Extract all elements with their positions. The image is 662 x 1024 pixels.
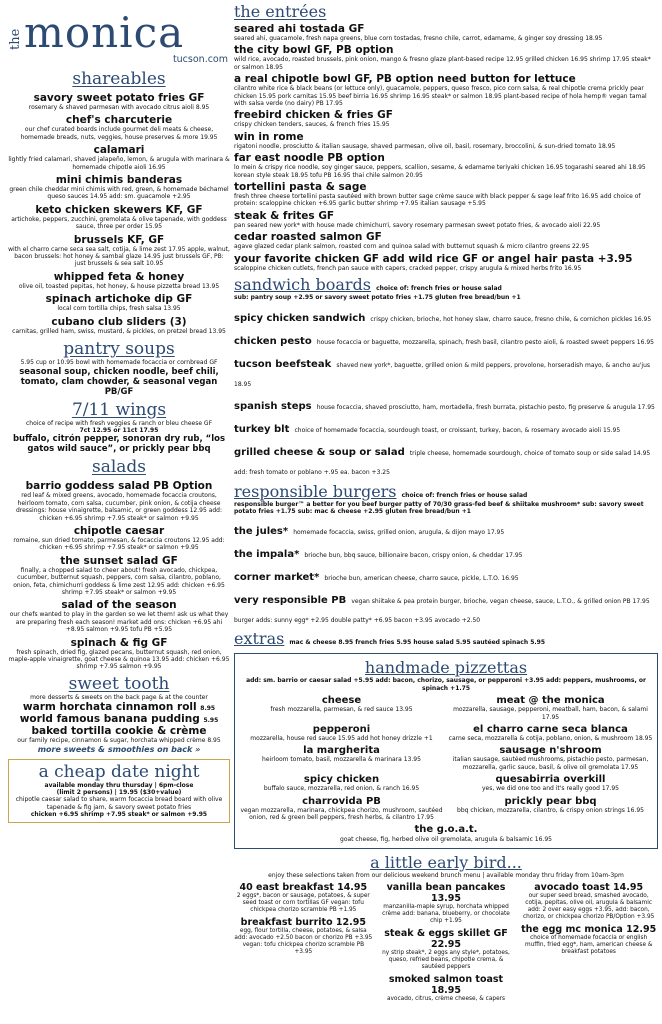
list-item: prickly pear bbq bbq chicken, mozzarella, cilantro, & crispy onion strings 16.95 bbox=[457, 795, 644, 814]
list-item: spinach artichoke dip GF local corn tortilla chips, fresh salsa 13.95 bbox=[45, 293, 193, 313]
logo-url: tucson.com bbox=[172, 54, 228, 65]
salads-title: salads bbox=[91, 457, 147, 478]
wings-items: buffalo, citrón pepper, sonoran dry rub, “los gatos wild sauce”, or prickly pear bbq bbox=[12, 434, 226, 455]
list-item: keto chicken skewers KF, GF artichoke, peppers, zucchini, gremolata & olive tapenade, with goddess sauce, three per order 15.95 bbox=[11, 203, 227, 231]
list-item: quesabirria overkill yes, we did one too and it's really good 17.95 bbox=[482, 774, 619, 793]
list-item: far east noodle PB option lo mein & crispy rice noodle, soy ginger sauce, peppers, scallion, sesame, & edamame teriyaki chicken 16.95 togarashi seared ahi 18.95 korean style steak 18.95 tofu PB 16.95 thai chile salmon 20.95 bbox=[234, 152, 646, 179]
list-item: world famous banana pudding 5.95 bbox=[19, 713, 219, 726]
entrees-list bbox=[234, 23, 658, 272]
brunch-desc: enjoy these selections taken from our delicious weekend brunch menu | available monday thru friday from 10am-3pm bbox=[268, 871, 624, 879]
list-item: cheese fresh mozzarella, parmesan, & red sauce 13.95 bbox=[270, 695, 413, 714]
list-item: mini chimis banderas green chile cheddar mini chimis with red, green, & homemade béchamel queso sauces 14.95 add: sm. guacamole +2.95 bbox=[9, 174, 229, 201]
right-column bbox=[234, 2, 658, 1022]
pantry-items: seasonal soup, chicken noodle, beef chili, tomato, clam chowder, & seasonal vegan PB/GF bbox=[19, 366, 219, 397]
pantry-title: pantry soups bbox=[63, 339, 175, 360]
list-item: a real chipotle bowl GF, PB option need button for lettuce cilantro white rice & black beans (or lettuce only), guacamole, peppers, queso fresco, pico corn salsa, & real chipotle crema prickly pear chicken 15.95 pork carnitas 15.95 beef birria 16.95 shrimp 16.95 steak* or salmon 18.95 plant-based recipe of hola hemp® vegan tamal with salsa verde (no dairy) PB 17.95 bbox=[234, 73, 647, 108]
list-item: el charro carne seca blanca carne seca, mozzarella & cotija, poblano, onion, & mushroom 18.95 bbox=[448, 723, 653, 742]
list-item: 40 east breakfast 14.95 2 eggs*, bacon or sausage, potatoes, & super seed toast or corn tortillas GF vegan: tofu chickpea chorizo scramble PB +1.95 bbox=[236, 882, 370, 914]
list-item: charrovida PB vegan mozzarella, marinara, chickpea chorizo, mushroom, sautéed onion, red & green bell peppers, fresh herbs, & cilantro 17.95 bbox=[240, 795, 443, 821]
left-column bbox=[8, 4, 230, 1022]
list-item: spicy chicken sandwich crispy chicken, brioche, hot honey slaw, charro sauce, fresno chile, & cornichon pickles 16.95 bbox=[234, 312, 652, 324]
cheap-line2: (limit 2 persons) | 19.95 ($30+value) bbox=[56, 789, 182, 797]
more-sweets-link[interactable]: more sweets & smoothies on back » bbox=[37, 744, 201, 754]
sandwich-sub: sub: pantry soup +2.95 or savory sweet potato fries +1.75 gluten free bread/bun +1 bbox=[234, 294, 521, 302]
pizzettas-adds: add: sm. barrio or caesar salad +5.95 add: bacon, chorizo, sausage, or pepperoni +3.95 add: peppers, mushrooms, or spinach +1.75 bbox=[246, 677, 646, 692]
sweet-desc: more desserts & sweets on the back page & at the counter bbox=[30, 693, 208, 701]
sweet-title: sweet tooth bbox=[68, 673, 170, 694]
list-item: win in rome rigatoni noodle, prosciutto & italian sausage, shaved parmesan, olive oil, basil, rosemary, broccolini, & sun-dried tomato 18.95 bbox=[234, 130, 616, 150]
list-item: spinach & fig GF fresh spinach, dried fig, glazed pecans, butternut squash, red onion, maple-apple vinaigrette, goat cheese & quinoa 13.95 add: chicken +6.95 shrimp +7.95 salmon +9.95 bbox=[8, 636, 230, 671]
shareables-title: shareables bbox=[72, 69, 166, 89]
list-item: smoked salmon toast 18.95 avocado, citrus, crème cheese, & capers bbox=[386, 974, 506, 1003]
list-item: la margherita heirloom tomato, basil, mozzarella & marinara 13.95 bbox=[262, 745, 421, 764]
wings-title: 7/11 wings bbox=[71, 399, 167, 420]
sweet-cookie-desc: our family recipe, cinnamon & sugar, horchata whipped crème 8.95 bbox=[17, 737, 221, 745]
burgers-list bbox=[234, 519, 658, 626]
list-item: the g.o.a.t. goat cheese, fig, herbed olive oil gremolata, arugula & balsamic 16.95 bbox=[340, 824, 552, 844]
list-item: steak & frites GF pan seared new york* with house made chimichurri, savory rosemary parmesan sweet potato fries, & avocado aioli 22.95 bbox=[234, 209, 601, 229]
sandwich-list bbox=[234, 306, 658, 478]
burgers-choice: choice of: french fries or house salad bbox=[401, 491, 528, 499]
sandwich-title: sandwich boards bbox=[234, 275, 371, 295]
salads-list bbox=[8, 480, 230, 671]
wings-price: 7ct 12.95 or 11ct 17.95 bbox=[79, 426, 159, 434]
list-item: seared ahi tostada GF seared ahi, guacamole, fresh napa greens, blue corn tostadas, fresno chile, carrot, edamame, & ginger soy dressing 18.95 bbox=[234, 23, 603, 42]
cheap-line1: available monday thru thursday | 6pm-close bbox=[44, 781, 194, 789]
list-item: warm horchata cinnamon roll 8.95 bbox=[22, 701, 216, 714]
list-item: steak & eggs skillet GF 22.95 ny strip steak*, 2 eggs any style*, potatoes, queso, refried beans, chipotle crema, & sautéed peppers bbox=[382, 928, 510, 971]
brunch-col-1 bbox=[234, 879, 373, 1003]
sandwich-header bbox=[234, 275, 658, 294]
list-item: the city bowl GF, PB option wild rice, avocado, roasted brussels, pink onion, mango & fresno glaze plant-based recipe 12.95 grilled chicken 16.95 shrimp 17.95 steak* or salmon 18.95 bbox=[234, 44, 651, 71]
extras-row bbox=[234, 629, 658, 648]
sandwich-choice: choice of: french fries or house salad bbox=[376, 285, 502, 293]
list-item: spanish steps house focaccia, shaved prosciutto, ham, mortadella, fresh burrata, pistachio pesto, fig preserve & arugula 17.95 bbox=[234, 400, 655, 412]
cheap-desc: chipotle caesar salad to share, warm focaccia bread board with olive tapenade & fig jam, & savory sweet potato fries bbox=[15, 796, 223, 811]
cheap-adds: chicken +6.95 shrimp +7.95 steak* or salmon +9.95 bbox=[30, 811, 208, 819]
cheap-date-box bbox=[8, 759, 230, 823]
list-item: meat @ the monica mozzarella, sausage, pepperoni, meatball, ham, bacon, & salami 17.95 bbox=[453, 695, 648, 721]
list-item: very responsible PB vegan shiitake & pea protein burger, brioche, vegan cheese, sauce, L.T.O., & grilled onion PB 17.95 burger adds: sunny egg* +2.95 double patty* +6.95 bacon +3.95 avocado +2.50 bbox=[234, 595, 650, 625]
shareables-list bbox=[8, 92, 230, 335]
list-item: cubano club sliders (3) carnitas, grilled ham, swiss, mustard, & pickles, on pretzel bread 13.95 bbox=[12, 315, 226, 335]
list-item: the jules* homemade focaccia, swiss, grilled onion, arugula, & dijon mayo 17.95 bbox=[234, 526, 505, 538]
list-item: your favorite chicken GF add wild rice GF or angel hair pasta +3.95 scaloppine chicken cutlets, french pan sauce with capers, cracked pepper, crispy arugula & mixed herbs frito 16.95 bbox=[234, 252, 633, 272]
cheap-title: a cheap date night bbox=[38, 761, 200, 782]
wings-desc: choice of recipe with fresh veggies & ranch or bleu cheese GF bbox=[25, 419, 213, 427]
list-item: the egg mc monica 12.95 choice of homemade focaccia or english muffin, fried egg*, ham, american cheese & breakfast potatoes bbox=[521, 924, 657, 956]
entrees-title: the entrées bbox=[234, 2, 327, 21]
list-item: cedar roasted salmon GF agave glazed cedar plank salmon, roasted corn and quinoa salad with butternut squash & micro cilantro greens 22.95 bbox=[234, 231, 590, 251]
list-item: tucson beefsteak shaved new york*, baguette, grilled onion & mild peppers, provolone, horseradish mayo, & ancho au'jus 18.95 bbox=[234, 358, 651, 388]
list-item: baked tortilla cookie & crème bbox=[31, 725, 207, 738]
list-item: barrio goddess salad PB Option red leaf & mixed greens, avocado, homemade focaccia croutons, heirloom tomato, corn salsa, cucumber, pink onion, & cotija cheese dressings: house vinaigrette, balsamic, or green goddess 12.95 add: chicken +6.95 shrimp +7.95 steak* or salmon +9.95 bbox=[15, 480, 223, 522]
burgers-desc: responsible burger™ a better for you beef burger patty of 70/30 grass-fed beef & shiitake mushroom* sub: savory sweet potato fries +1.75 sub: mac & cheese +2.95 gluten free bread/bun +1 bbox=[234, 500, 644, 515]
list-item: grilled cheese & soup or salad triple cheese, homemade sourdough, choice of tomato soup or side salad 14.95 add: fresh tomato or poblano +.95 ea. bacon +3.25 bbox=[234, 446, 651, 476]
extras-desc: mac & cheese 8.95 french fries 5.95 house salad 5.95 sautéed spinach 5.95 bbox=[289, 639, 545, 647]
pizzettas-box bbox=[234, 653, 658, 848]
brunch-title: a little early bird... bbox=[370, 852, 522, 872]
list-item: corner market* brioche bun, american cheese, charro sauce, pickle, L.T.O. 16.95 bbox=[234, 572, 519, 584]
list-item: salad of the season our chefs wanted to play in the garden so we let them! ask us what they are preparing fresh each season! market add ons: chicken +6.95 ahi +8.95 salmon +9.95 tofu PB +5.95 bbox=[9, 599, 229, 634]
list-item: pepperoni mozzarella, house red sauce 15.95 add hot honey drizzle +1 bbox=[250, 723, 433, 742]
pantry-desc: 5.95 cup or 10.95 bowl with homemade focaccia or cornbread GF bbox=[20, 359, 218, 367]
list-item: brussels KF, GF with el charro carne seca sea salt, cotija, & lime zest 17.95 apple, walnut, bacon brussels: hot honey & sambal glaze 14.95 just brussels GF, PB: just brussels & sea salt 10.95 bbox=[8, 233, 230, 268]
list-item: chicken pesto house focaccia or baguette, mozzarella, spinach, fresh basil, cilantro pesto aioli, & roasted sweet peppers 16.95 bbox=[234, 335, 654, 347]
list-item: whipped feta & honey olive oil, toasted pepitas, hot honey, & house pizzetta bread 13.95 bbox=[18, 270, 220, 290]
extras-title: extras bbox=[234, 629, 285, 649]
list-item: the impala* brioche bun, bbq sauce, billionaire bacon, crispy onion, & cheddar 17.95 bbox=[234, 549, 523, 561]
list-item: freebird chicken & fries GF crispy chicken tenders, sauces, & french fries 15.95 bbox=[234, 109, 393, 129]
list-item: tortellini pasta & sage fresh three cheese tortellini pasta sautéed with brown butter sage crème sauce with black pepper & sage leaf frito 16.95 add choice of protein: scaloppine chicken +6.95 garlic butter shrimp +7.95 italian sausage +5.95 bbox=[234, 181, 641, 208]
list-item: savory sweet potato fries GF rosemary & shaved parmesan with avocado citrus aioli 8.95 bbox=[28, 92, 210, 111]
pizzettas-title: handmade pizzettas bbox=[364, 658, 528, 678]
list-item: breakfast burrito 12.95 egg, flour tortilla, cheese, potatoes, & salsa add: avocado +2.50 bacon or chorizo PB +3.95 vegan: tofu chickpea chorizo scramble PB +3.95 bbox=[234, 917, 373, 956]
brunch-col-3 bbox=[519, 879, 658, 1003]
brunch-col-2 bbox=[377, 879, 516, 1003]
logo-the: the bbox=[8, 28, 23, 50]
pizzettas-grid bbox=[239, 692, 653, 821]
list-item: spicy chicken buffalo sauce, mozzarella, red onion, & ranch 16.95 bbox=[263, 774, 420, 793]
list-item: vanilla bean pancakes 13.95 manzanilla-maple syrup, horchata whipped crème add: banana, blueberry, or chocolate chip +1.95 bbox=[382, 882, 510, 925]
list-item: chipotle caesar romaine, sun dried tomato, parmesan, & focaccia croutons 12.95 add: chicken +6.95 shrimp +7.95 steak* or salmon +9.95 bbox=[13, 524, 225, 552]
list-item: chef's charcuterie our chef curated boards include gourmet deli meats & cheese, homemade breads, nuts, veggies, house preserves & more 19.95 bbox=[20, 114, 218, 141]
brunch-grid bbox=[234, 879, 658, 1003]
list-item: turkey blt choice of homemade focaccia, sourdough toast, or croissant, turkey, bacon, & rosemary avocado aioli 15.95 bbox=[234, 423, 621, 435]
list-item: sausage n'shroom italian sausage, sautéed mushrooms, pistachio pesto, parmesan, mozzarella, garlic sauce, basil, & olive oil gremolata 17.95 bbox=[452, 745, 649, 771]
burgers-title: responsible burgers bbox=[234, 481, 397, 501]
burgers-header bbox=[234, 482, 658, 501]
list-item: the sunset salad GF finally, a chopped salad to cheer about! fresh avocado, chickpea, cucumber, butternut squash, peppers, corn salsa, cilantro, poblano, onion, feta, chimichurri goddess & lime zest 12.95 add: chicken +6.95 shrimp +7.95 steak* or salmon +9.95 bbox=[13, 554, 225, 596]
list-item: calamari lightly fried calamari, shaved jalapeño, lemon, & arugula with marinara & homemade chipotle aioli 16.95 bbox=[8, 144, 230, 171]
list-item: avocado toast 14.95 our super seed bread, smashed avocado, cotija, pepitas, olive oil, arugula & balsamic add: 2 over easy eggs +3.95, add: bacon, chorizo, or chickpea chorizo PB/Option +3.95 bbox=[523, 882, 655, 921]
logo-name: monica bbox=[24, 8, 185, 57]
logo bbox=[8, 4, 230, 68]
